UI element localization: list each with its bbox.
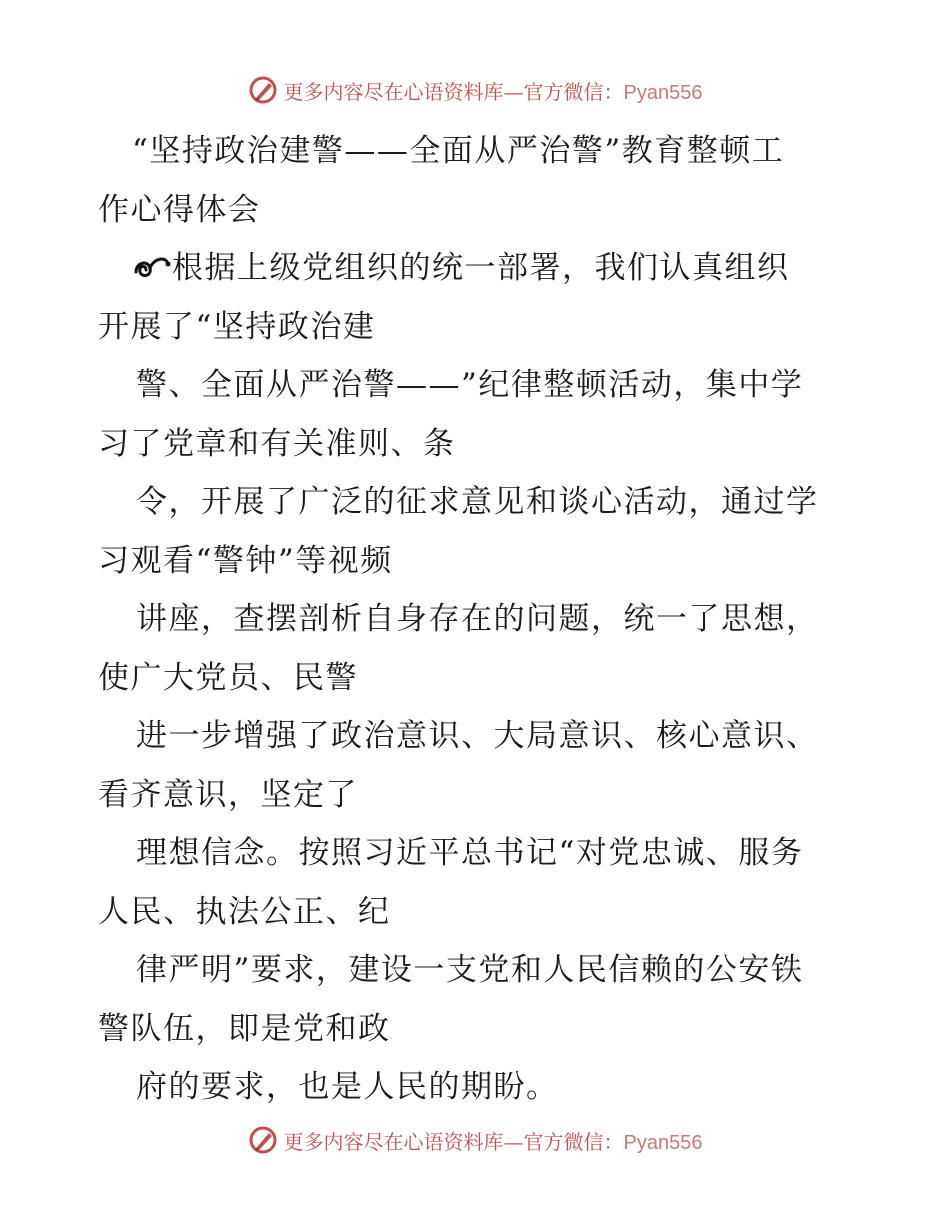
header-banner bbox=[0, 70, 950, 110]
paragraph-line: 理想信念。按照习近平总书记“对党忠诚、服务 bbox=[136, 835, 804, 871]
paragraph-line: 警、全面从严治警——”纪律整顿活动，集中学 bbox=[136, 367, 804, 403]
paragraph-line: 律严明”要求，建设一支党和人民信赖的公安铁 bbox=[136, 952, 804, 988]
paragraph-line: 府的要求，也是人民的期盼。 bbox=[136, 1069, 559, 1105]
title-line-1: “坚持政治建警——全面从严治警”教育整顿工 bbox=[132, 133, 785, 169]
paragraph-line: 习观看“警钟”等视频 bbox=[98, 542, 393, 579]
paragraph-line: 进一步增强了政治意识、大局意识、核心意识、 bbox=[136, 718, 819, 754]
paragraph-line: 讲座，查摆剖析自身存在的问题，统一了思想， bbox=[136, 601, 819, 637]
banner-text: 更多内容尽在心语资料库—官方微信：Pyan556 bbox=[283, 1129, 703, 1154]
wechat-id: Pyan556 bbox=[623, 1131, 703, 1154]
pen-circle-icon bbox=[248, 1125, 278, 1155]
fleuron-icon bbox=[132, 252, 172, 282]
wechat-id: Pyan556 bbox=[623, 81, 703, 104]
paragraph-line: 习了党章和有关准则、条 bbox=[98, 425, 456, 462]
paragraph-line: 警队伍，即是党和政 bbox=[98, 1010, 391, 1047]
paragraph-line: 人民、执法公正、纪 bbox=[98, 893, 391, 930]
pen-circle-icon bbox=[248, 75, 278, 105]
document-body bbox=[98, 122, 858, 1117]
footer-banner bbox=[0, 1120, 950, 1160]
paragraph-line: 使广大党员、民警 bbox=[98, 659, 358, 696]
title-line-2: 作心得体会 bbox=[98, 191, 261, 228]
paragraph-text: 根据上级党组织的统一部署，我们认真组织 bbox=[172, 250, 790, 286]
paragraph-line: 开展了“坚持政治建 bbox=[98, 308, 376, 345]
paragraph-line: 看齐意识，坚定了 bbox=[98, 776, 358, 813]
paragraph-line bbox=[98, 239, 858, 298]
paragraph-line: 令，开展了广泛的征求意见和谈心活动，通过学 bbox=[136, 484, 819, 520]
banner-text: 更多内容尽在心语资料库—官方微信：Pyan556 bbox=[283, 79, 703, 104]
